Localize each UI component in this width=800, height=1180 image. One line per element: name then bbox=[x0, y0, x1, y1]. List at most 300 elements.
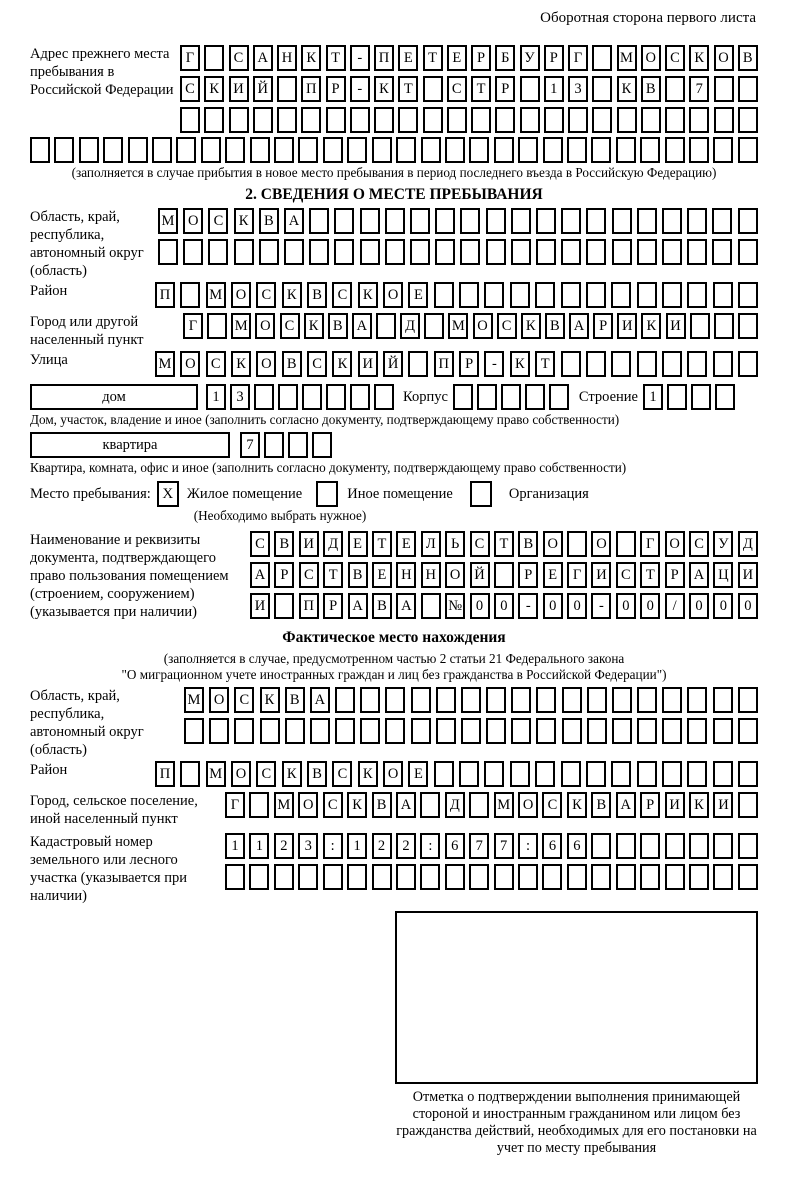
char-box[interactable]: 7 bbox=[240, 432, 260, 458]
char-box[interactable]: К bbox=[641, 313, 661, 339]
char-box[interactable] bbox=[183, 239, 203, 265]
char-box[interactable]: С bbox=[470, 531, 490, 557]
char-box[interactable]: Р bbox=[326, 76, 346, 102]
char-box[interactable]: Т bbox=[372, 531, 392, 557]
char-box[interactable] bbox=[518, 137, 538, 163]
char-box[interactable]: Г bbox=[568, 45, 588, 71]
char-box[interactable] bbox=[689, 107, 709, 133]
char-box[interactable] bbox=[234, 239, 254, 265]
char-box[interactable] bbox=[225, 864, 245, 890]
char-box[interactable] bbox=[335, 687, 355, 713]
char-box[interactable] bbox=[350, 107, 370, 133]
char-box[interactable]: 1 bbox=[544, 76, 564, 102]
char-box[interactable] bbox=[376, 313, 396, 339]
char-box[interactable] bbox=[665, 833, 685, 859]
char-box[interactable]: К bbox=[234, 208, 254, 234]
char-box[interactable] bbox=[360, 718, 380, 744]
char-box[interactable]: 7 bbox=[689, 76, 709, 102]
char-box[interactable]: - bbox=[350, 76, 370, 102]
char-box[interactable]: М bbox=[274, 792, 294, 818]
char-box[interactable]: П bbox=[434, 351, 454, 377]
char-box[interactable] bbox=[591, 833, 611, 859]
char-box[interactable] bbox=[691, 384, 711, 410]
char-box[interactable] bbox=[738, 792, 758, 818]
char-box[interactable] bbox=[253, 107, 273, 133]
char-box[interactable] bbox=[436, 687, 456, 713]
char-box[interactable] bbox=[461, 718, 481, 744]
char-box[interactable] bbox=[738, 313, 758, 339]
char-box[interactable]: К bbox=[358, 282, 378, 308]
char-box[interactable] bbox=[738, 107, 758, 133]
char-box[interactable] bbox=[30, 137, 50, 163]
char-box[interactable] bbox=[586, 351, 606, 377]
char-box[interactable]: Е bbox=[408, 282, 428, 308]
char-box[interactable] bbox=[544, 107, 564, 133]
char-box[interactable] bbox=[587, 718, 607, 744]
char-box[interactable]: О bbox=[714, 45, 734, 71]
char-box[interactable] bbox=[637, 282, 657, 308]
char-box[interactable] bbox=[152, 137, 172, 163]
char-box[interactable]: И bbox=[738, 562, 758, 588]
char-box[interactable]: Ц bbox=[713, 562, 733, 588]
char-box[interactable]: Р bbox=[518, 562, 538, 588]
char-box[interactable] bbox=[511, 208, 531, 234]
char-box[interactable]: О bbox=[543, 531, 563, 557]
char-box[interactable] bbox=[662, 282, 682, 308]
char-box[interactable] bbox=[611, 282, 631, 308]
char-box[interactable] bbox=[495, 107, 515, 133]
char-box[interactable] bbox=[208, 239, 228, 265]
char-box[interactable]: 6 bbox=[542, 833, 562, 859]
char-box[interactable] bbox=[617, 107, 637, 133]
char-box[interactable] bbox=[689, 864, 709, 890]
char-box[interactable] bbox=[180, 107, 200, 133]
char-box[interactable]: 0 bbox=[567, 593, 587, 619]
char-box[interactable] bbox=[471, 107, 491, 133]
char-box[interactable] bbox=[424, 313, 444, 339]
char-box[interactable] bbox=[586, 208, 606, 234]
char-box[interactable] bbox=[285, 718, 305, 744]
char-box[interactable]: О bbox=[255, 313, 275, 339]
char-box[interactable]: Р bbox=[544, 45, 564, 71]
char-box[interactable] bbox=[665, 107, 685, 133]
char-box[interactable]: С bbox=[665, 45, 685, 71]
char-box[interactable]: О bbox=[473, 313, 493, 339]
char-box[interactable]: И bbox=[617, 313, 637, 339]
char-box[interactable]: С bbox=[299, 562, 319, 588]
char-box[interactable] bbox=[586, 761, 606, 787]
char-box[interactable] bbox=[323, 137, 343, 163]
char-box[interactable]: Т bbox=[640, 562, 660, 588]
char-box[interactable]: В bbox=[641, 76, 661, 102]
char-box[interactable]: М bbox=[448, 313, 468, 339]
char-box[interactable] bbox=[477, 384, 497, 410]
char-box[interactable] bbox=[347, 137, 367, 163]
char-box[interactable]: Е bbox=[408, 761, 428, 787]
char-box[interactable] bbox=[486, 208, 506, 234]
char-box[interactable]: О bbox=[183, 208, 203, 234]
char-box[interactable]: У bbox=[520, 45, 540, 71]
char-box[interactable] bbox=[713, 137, 733, 163]
char-box[interactable]: 0 bbox=[738, 593, 758, 619]
char-box[interactable]: О bbox=[591, 531, 611, 557]
char-box[interactable]: О bbox=[518, 792, 538, 818]
char-box[interactable]: И bbox=[713, 792, 733, 818]
char-box[interactable]: А bbox=[569, 313, 589, 339]
char-box[interactable] bbox=[662, 239, 682, 265]
char-box[interactable] bbox=[360, 687, 380, 713]
char-box[interactable]: М bbox=[184, 687, 204, 713]
char-box[interactable] bbox=[274, 864, 294, 890]
char-box[interactable]: С bbox=[234, 687, 254, 713]
char-box[interactable] bbox=[469, 137, 489, 163]
char-box[interactable] bbox=[298, 864, 318, 890]
char-box[interactable] bbox=[713, 718, 733, 744]
char-box[interactable] bbox=[616, 833, 636, 859]
char-box[interactable] bbox=[535, 761, 555, 787]
char-box[interactable]: Й bbox=[253, 76, 273, 102]
char-box[interactable] bbox=[586, 282, 606, 308]
char-box[interactable]: О bbox=[256, 351, 276, 377]
char-box[interactable]: - bbox=[350, 45, 370, 71]
char-box[interactable]: С bbox=[332, 761, 352, 787]
char-box[interactable] bbox=[396, 137, 416, 163]
char-box[interactable] bbox=[484, 282, 504, 308]
char-box[interactable]: Т bbox=[326, 45, 346, 71]
char-box[interactable] bbox=[494, 864, 514, 890]
char-box[interactable] bbox=[561, 761, 581, 787]
char-box[interactable]: О bbox=[180, 351, 200, 377]
char-box[interactable] bbox=[738, 687, 758, 713]
char-box[interactable] bbox=[511, 718, 531, 744]
char-box[interactable]: С bbox=[307, 351, 327, 377]
char-box[interactable]: В bbox=[372, 792, 392, 818]
char-box[interactable] bbox=[79, 137, 99, 163]
char-box[interactable] bbox=[302, 384, 322, 410]
char-box[interactable] bbox=[326, 107, 346, 133]
char-box[interactable] bbox=[536, 239, 556, 265]
char-box[interactable] bbox=[689, 137, 709, 163]
char-box[interactable]: В bbox=[738, 45, 758, 71]
char-box[interactable]: А bbox=[348, 593, 368, 619]
char-box[interactable] bbox=[713, 351, 733, 377]
char-box[interactable] bbox=[714, 313, 734, 339]
char-box[interactable]: Р bbox=[471, 45, 491, 71]
char-box[interactable]: С bbox=[497, 313, 517, 339]
char-box[interactable] bbox=[484, 761, 504, 787]
char-box[interactable]: М bbox=[155, 351, 175, 377]
char-box[interactable] bbox=[501, 384, 521, 410]
char-box[interactable]: Р bbox=[495, 76, 515, 102]
char-box[interactable] bbox=[667, 384, 687, 410]
char-box[interactable]: К bbox=[617, 76, 637, 102]
char-box[interactable]: : bbox=[323, 833, 343, 859]
char-box[interactable]: Й bbox=[383, 351, 403, 377]
char-box[interactable]: 3 bbox=[568, 76, 588, 102]
char-box[interactable] bbox=[180, 282, 200, 308]
char-box[interactable]: Д bbox=[445, 792, 465, 818]
char-box[interactable]: Т bbox=[398, 76, 418, 102]
char-box[interactable] bbox=[410, 239, 430, 265]
char-box[interactable] bbox=[461, 687, 481, 713]
char-box[interactable] bbox=[460, 208, 480, 234]
char-box[interactable]: Т bbox=[471, 76, 491, 102]
char-box[interactable]: Т bbox=[423, 45, 443, 71]
char-box[interactable] bbox=[637, 761, 657, 787]
char-box[interactable] bbox=[445, 137, 465, 163]
char-box[interactable] bbox=[410, 208, 430, 234]
char-box[interactable] bbox=[435, 239, 455, 265]
char-box[interactable] bbox=[360, 208, 380, 234]
char-box[interactable] bbox=[274, 137, 294, 163]
char-box[interactable]: К bbox=[260, 687, 280, 713]
char-box[interactable] bbox=[713, 864, 733, 890]
char-box[interactable] bbox=[385, 208, 405, 234]
char-box[interactable]: К bbox=[301, 45, 321, 71]
char-box[interactable] bbox=[436, 718, 456, 744]
char-box[interactable] bbox=[687, 351, 707, 377]
char-box[interactable]: А bbox=[284, 208, 304, 234]
char-box[interactable] bbox=[184, 718, 204, 744]
char-box[interactable] bbox=[385, 239, 405, 265]
char-box[interactable] bbox=[447, 107, 467, 133]
char-box[interactable] bbox=[665, 76, 685, 102]
char-box[interactable] bbox=[128, 137, 148, 163]
char-box[interactable] bbox=[372, 137, 392, 163]
char-box[interactable]: С bbox=[256, 761, 276, 787]
char-box[interactable]: К bbox=[689, 45, 709, 71]
char-box[interactable] bbox=[259, 239, 279, 265]
char-box[interactable]: С bbox=[208, 208, 228, 234]
char-box[interactable] bbox=[335, 718, 355, 744]
char-box[interactable] bbox=[713, 282, 733, 308]
char-box[interactable] bbox=[536, 208, 556, 234]
char-box[interactable] bbox=[543, 137, 563, 163]
char-box[interactable] bbox=[288, 432, 308, 458]
char-box[interactable]: 1 bbox=[206, 384, 226, 410]
char-box[interactable]: 6 bbox=[445, 833, 465, 859]
char-box[interactable]: Р bbox=[665, 562, 685, 588]
char-box[interactable]: А bbox=[616, 792, 636, 818]
char-box[interactable] bbox=[260, 718, 280, 744]
char-box[interactable]: П bbox=[299, 593, 319, 619]
char-box[interactable] bbox=[738, 718, 758, 744]
char-box[interactable]: С bbox=[180, 76, 200, 102]
char-box[interactable]: 1 bbox=[347, 833, 367, 859]
char-box[interactable]: С bbox=[206, 351, 226, 377]
char-box[interactable] bbox=[486, 239, 506, 265]
char-box[interactable] bbox=[561, 239, 581, 265]
char-box[interactable] bbox=[326, 384, 346, 410]
char-box[interactable] bbox=[714, 107, 734, 133]
char-box[interactable]: Р bbox=[593, 313, 613, 339]
char-box[interactable] bbox=[229, 107, 249, 133]
char-box[interactable]: Г bbox=[183, 313, 203, 339]
char-box[interactable]: - bbox=[518, 593, 538, 619]
char-box[interactable]: К bbox=[521, 313, 541, 339]
char-box[interactable]: А bbox=[253, 45, 273, 71]
char-box[interactable] bbox=[611, 761, 631, 787]
char-box[interactable] bbox=[616, 137, 636, 163]
char-box[interactable] bbox=[738, 833, 758, 859]
char-box[interactable]: 0 bbox=[470, 593, 490, 619]
char-box[interactable]: В bbox=[307, 282, 327, 308]
char-box[interactable]: 0 bbox=[616, 593, 636, 619]
char-box[interactable] bbox=[511, 239, 531, 265]
char-box[interactable]: С bbox=[616, 562, 636, 588]
char-box[interactable] bbox=[511, 687, 531, 713]
char-box[interactable]: Е bbox=[372, 562, 392, 588]
char-box[interactable] bbox=[158, 239, 178, 265]
char-box[interactable] bbox=[738, 351, 758, 377]
char-box[interactable] bbox=[520, 107, 540, 133]
char-box[interactable]: В bbox=[545, 313, 565, 339]
char-box[interactable] bbox=[396, 864, 416, 890]
char-box[interactable]: П bbox=[301, 76, 321, 102]
char-box[interactable]: К bbox=[567, 792, 587, 818]
char-box[interactable] bbox=[518, 864, 538, 890]
char-box[interactable]: Е bbox=[398, 45, 418, 71]
char-box[interactable]: : bbox=[420, 833, 440, 859]
char-box[interactable] bbox=[494, 562, 514, 588]
char-box[interactable]: К bbox=[332, 351, 352, 377]
char-box[interactable]: 0 bbox=[713, 593, 733, 619]
char-box[interactable]: И bbox=[666, 313, 686, 339]
char-box[interactable] bbox=[592, 76, 612, 102]
char-box[interactable]: С bbox=[447, 76, 467, 102]
char-box[interactable]: Т bbox=[535, 351, 555, 377]
char-box[interactable] bbox=[312, 432, 332, 458]
char-box[interactable] bbox=[637, 718, 657, 744]
char-box[interactable]: В bbox=[307, 761, 327, 787]
char-box[interactable]: И bbox=[299, 531, 319, 557]
char-box[interactable] bbox=[662, 761, 682, 787]
char-box[interactable] bbox=[264, 432, 284, 458]
char-box[interactable]: А bbox=[250, 562, 270, 588]
char-box[interactable] bbox=[616, 531, 636, 557]
char-box[interactable]: 1 bbox=[249, 833, 269, 859]
char-box[interactable]: С bbox=[280, 313, 300, 339]
char-box[interactable] bbox=[421, 137, 441, 163]
char-box[interactable] bbox=[207, 313, 227, 339]
char-box[interactable]: Б bbox=[495, 45, 515, 71]
char-box[interactable] bbox=[434, 282, 454, 308]
char-box[interactable] bbox=[713, 761, 733, 787]
char-box[interactable] bbox=[561, 208, 581, 234]
char-box[interactable]: О bbox=[298, 792, 318, 818]
char-box[interactable] bbox=[176, 137, 196, 163]
char-box[interactable] bbox=[611, 351, 631, 377]
char-box[interactable] bbox=[662, 687, 682, 713]
char-box[interactable]: В bbox=[518, 531, 538, 557]
char-box[interactable] bbox=[738, 864, 758, 890]
char-box[interactable] bbox=[180, 761, 200, 787]
char-box[interactable]: Ь bbox=[445, 531, 465, 557]
char-box[interactable]: Г bbox=[640, 531, 660, 557]
char-box[interactable]: Г bbox=[567, 562, 587, 588]
char-box[interactable] bbox=[561, 282, 581, 308]
char-box[interactable]: Т bbox=[323, 562, 343, 588]
char-box[interactable] bbox=[494, 137, 514, 163]
char-box[interactable] bbox=[640, 137, 660, 163]
char-box[interactable] bbox=[277, 76, 297, 102]
checkbox-zhiloe[interactable]: X bbox=[157, 481, 179, 507]
char-box[interactable]: / bbox=[665, 593, 685, 619]
char-box[interactable]: М bbox=[206, 761, 226, 787]
char-box[interactable] bbox=[510, 282, 530, 308]
char-box[interactable] bbox=[209, 718, 229, 744]
char-box[interactable]: 7 bbox=[494, 833, 514, 859]
char-box[interactable]: С bbox=[250, 531, 270, 557]
char-box[interactable] bbox=[350, 384, 370, 410]
char-box[interactable] bbox=[459, 282, 479, 308]
char-box[interactable]: Т bbox=[494, 531, 514, 557]
char-box[interactable] bbox=[225, 137, 245, 163]
char-box[interactable]: Р bbox=[274, 562, 294, 588]
char-box[interactable] bbox=[562, 687, 582, 713]
char-box[interactable] bbox=[712, 208, 732, 234]
char-box[interactable]: Н bbox=[421, 562, 441, 588]
char-box[interactable]: Р bbox=[459, 351, 479, 377]
char-box[interactable]: В bbox=[372, 593, 392, 619]
char-box[interactable] bbox=[568, 107, 588, 133]
char-box[interactable]: А bbox=[352, 313, 372, 339]
char-box[interactable]: 0 bbox=[543, 593, 563, 619]
char-box[interactable] bbox=[421, 593, 441, 619]
char-box[interactable] bbox=[712, 239, 732, 265]
char-box[interactable]: К bbox=[282, 282, 302, 308]
char-box[interactable] bbox=[347, 864, 367, 890]
char-box[interactable] bbox=[616, 864, 636, 890]
char-box[interactable]: - bbox=[591, 593, 611, 619]
char-box[interactable] bbox=[687, 239, 707, 265]
char-box[interactable] bbox=[434, 761, 454, 787]
char-box[interactable]: С bbox=[229, 45, 249, 71]
char-box[interactable]: М bbox=[617, 45, 637, 71]
char-box[interactable] bbox=[309, 239, 329, 265]
char-box[interactable] bbox=[662, 351, 682, 377]
char-box[interactable]: К bbox=[347, 792, 367, 818]
char-box[interactable]: 2 bbox=[274, 833, 294, 859]
char-box[interactable]: 3 bbox=[298, 833, 318, 859]
char-box[interactable] bbox=[612, 208, 632, 234]
char-box[interactable] bbox=[201, 137, 221, 163]
char-box[interactable] bbox=[301, 107, 321, 133]
char-box[interactable] bbox=[586, 239, 606, 265]
char-box[interactable] bbox=[640, 833, 660, 859]
char-box[interactable] bbox=[567, 864, 587, 890]
char-box[interactable]: П bbox=[155, 282, 175, 308]
char-box[interactable] bbox=[385, 718, 405, 744]
char-box[interactable]: С bbox=[256, 282, 276, 308]
char-box[interactable]: О bbox=[383, 761, 403, 787]
char-box[interactable] bbox=[525, 384, 545, 410]
checkbox-inoe[interactable] bbox=[316, 481, 338, 507]
char-box[interactable] bbox=[690, 313, 710, 339]
char-box[interactable]: С bbox=[689, 531, 709, 557]
char-box[interactable] bbox=[662, 208, 682, 234]
char-box[interactable] bbox=[665, 864, 685, 890]
char-box[interactable]: С bbox=[542, 792, 562, 818]
char-box[interactable] bbox=[250, 137, 270, 163]
char-box[interactable] bbox=[536, 687, 556, 713]
char-box[interactable]: К bbox=[204, 76, 224, 102]
char-box[interactable]: Р bbox=[323, 593, 343, 619]
char-box[interactable] bbox=[420, 864, 440, 890]
char-box[interactable] bbox=[374, 107, 394, 133]
char-box[interactable]: И bbox=[250, 593, 270, 619]
checkbox-organizaciya[interactable] bbox=[470, 481, 492, 507]
